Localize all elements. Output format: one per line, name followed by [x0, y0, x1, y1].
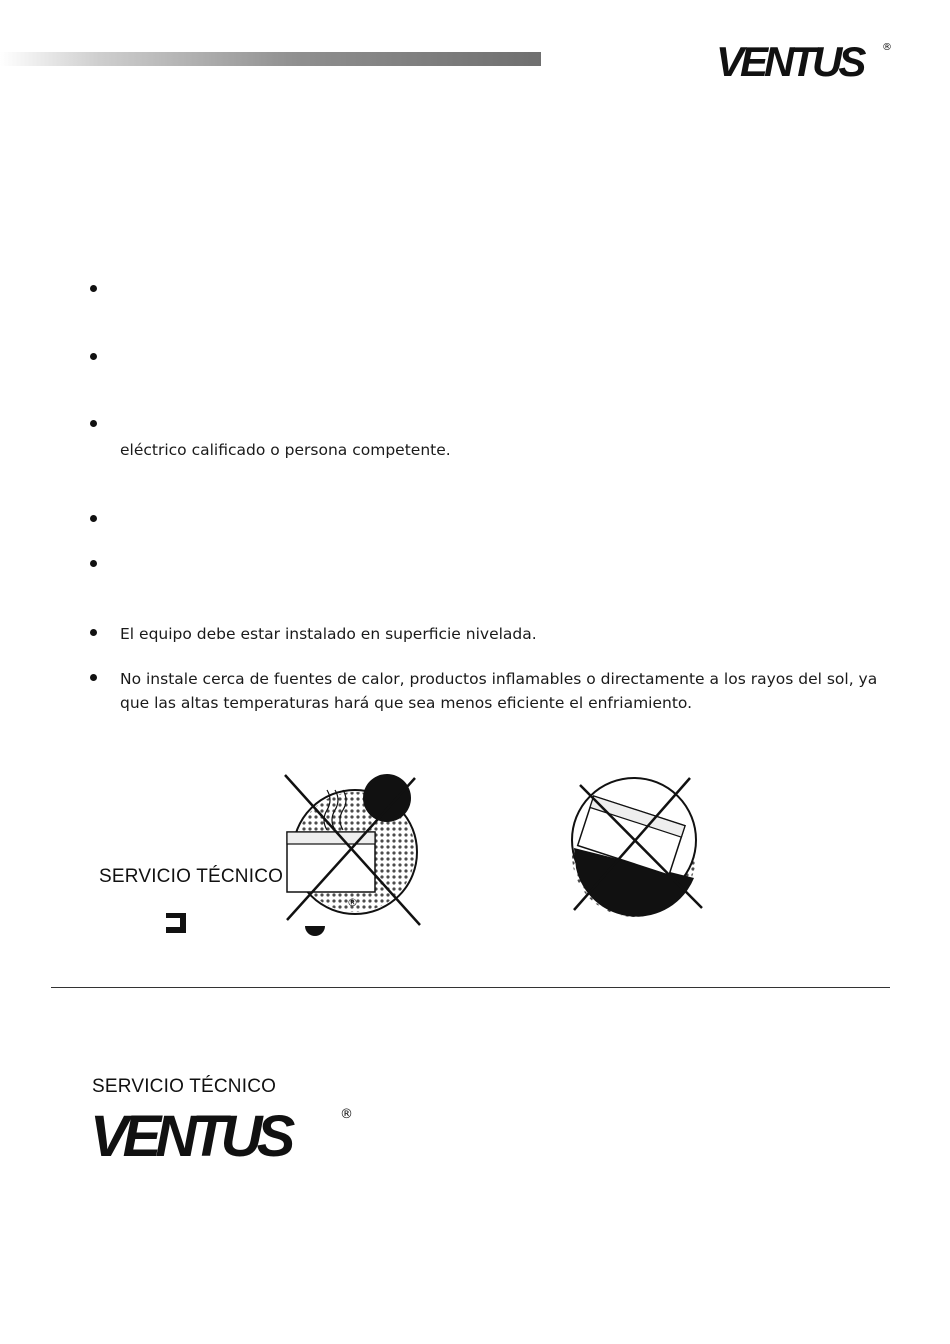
registered-mark: ®: [882, 42, 892, 53]
no-sun-heat-illustration: [265, 760, 430, 940]
no-uneven-surface-illustration: [552, 770, 712, 940]
bullet-7: [90, 674, 97, 681]
figure-bracket-inner: [166, 918, 180, 927]
bullet-6: [90, 629, 97, 636]
bullet-4: [90, 515, 97, 522]
brand-text: VENTUS: [90, 1104, 290, 1169]
figure-registered-mark: ®: [347, 896, 358, 909]
bullet-1: [90, 285, 97, 292]
instruction-3: eléctrico calificado o persona competente.: [120, 441, 451, 459]
registered-mark: ®: [340, 1107, 353, 1122]
header-gradient-bar: [0, 52, 541, 66]
instruction-6: El equipo debe estar instalado en superficie nivelada.: [120, 625, 537, 643]
instruction-7: No instale cerca de fuentes de calor, productos inflamables o directamente a los rayos del sol, ya que las altas temperaturas hará que sea menos eficiente el enfriamiento.: [120, 670, 878, 712]
figure-service-label: SERVICIO TÉCNICO: [99, 866, 284, 887]
ventus-logo-header: [714, 38, 894, 86]
sun-icon: [363, 774, 411, 822]
bullet-3: [90, 420, 97, 427]
bullet-5: [90, 560, 97, 567]
brand-text: VENTUS: [716, 38, 863, 85]
ventus-logo-footer: [88, 1104, 358, 1170]
footer-service-label: SERVICIO TÉCNICO: [92, 1076, 277, 1097]
section-divider: [51, 987, 890, 988]
bullet-2: [90, 353, 97, 360]
